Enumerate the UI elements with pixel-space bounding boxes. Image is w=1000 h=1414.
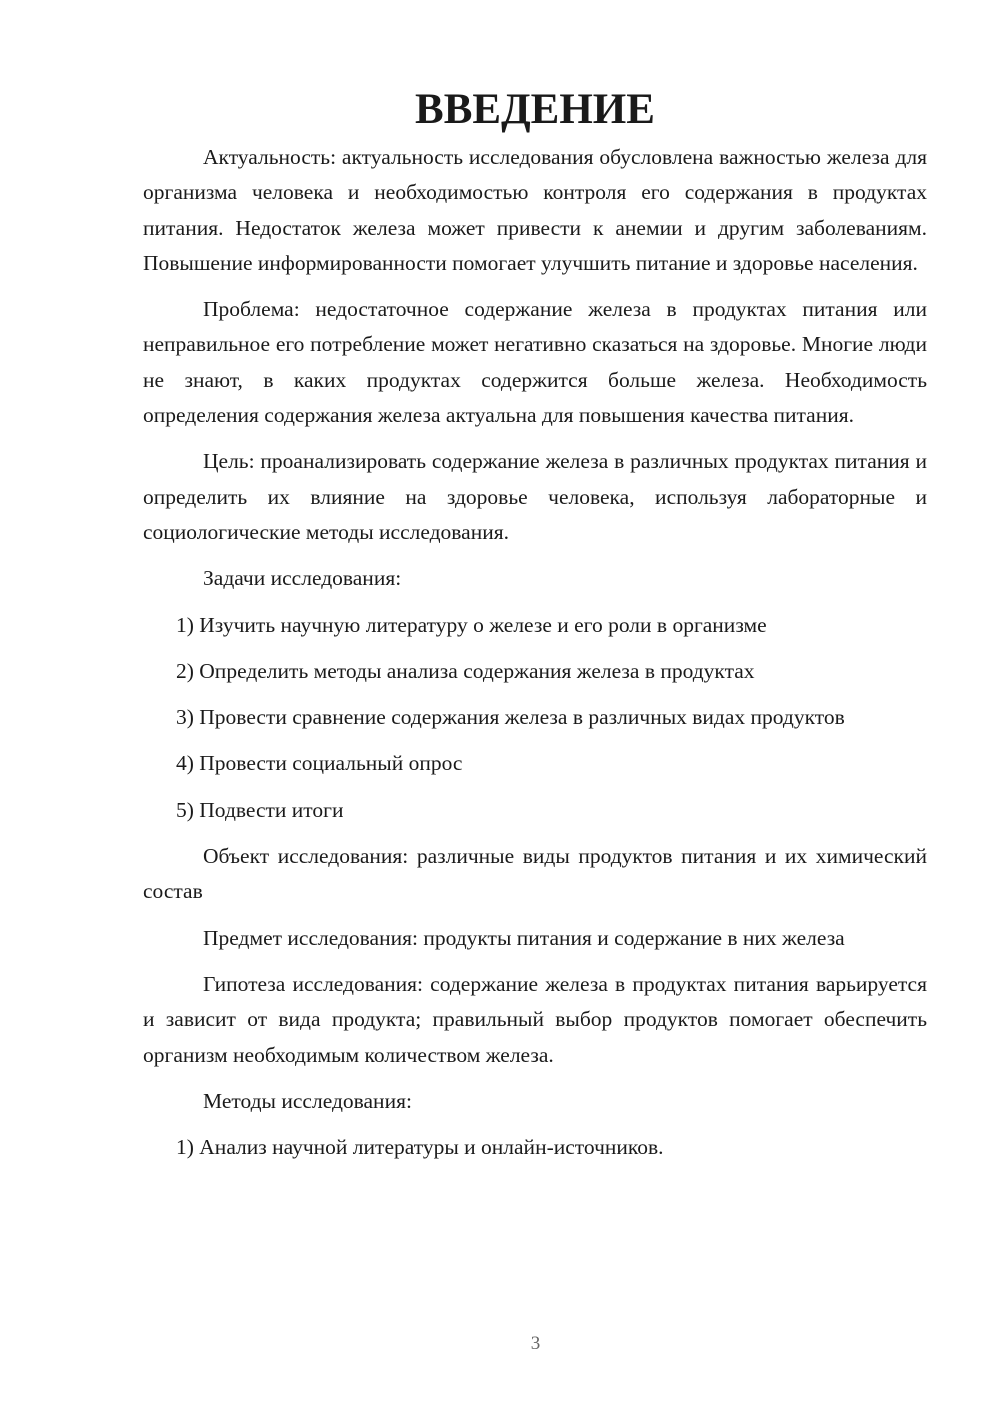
tasks-list	[143, 608, 927, 828]
task-item: 5) Подвести итоги	[176, 797, 344, 822]
document-page	[143, 86, 927, 1176]
goal-paragraph: Цель: проанализировать содержание железа в различных продуктах питания и определить их влияние на здоровье человека, используя лабораторные и социологические методы исследования.	[143, 449, 927, 544]
task-item: 2) Определить методы анализа содержания железа в продуктах	[176, 658, 755, 683]
task-item: 4) Провести социальный опрос	[176, 751, 463, 776]
methods-heading: Методы исследования:	[203, 1088, 412, 1113]
object-paragraph: Объект исследования: различные виды продуктов питания и их химический состав	[143, 844, 927, 904]
section-title: ВВЕДЕНИЕ	[415, 86, 655, 133]
tasks-heading: Задачи исследования:	[203, 566, 402, 591]
hypothesis-paragraph: Гипотеза исследования: содержание железа в продуктах питания варьируется и зависит от вида продукта; правильный выбор продуктов помогает обеспечить организм необходимым количеством железа.	[143, 971, 927, 1067]
method-item: 1) Анализ научной литературы и онлайн-источников.	[176, 1135, 664, 1160]
page-number: 3	[530, 1333, 541, 1354]
task-item: 3) Провести сравнение содержания железа в различных видах продуктов	[176, 705, 845, 730]
relevance-paragraph: Актуальность: актуальность исследования обусловлена важностью железа для организма человека и необходимостью контроля его содержания в продуктах питания. Недостаток железа может привести к анемии и другим заболеваниям. Повышение информированности помогает улучшить питание и здоровье населения.	[143, 145, 927, 275]
subject-paragraph: Предмет исследования: продукты питания и содержание в них железа	[203, 925, 845, 950]
task-item: 1) Изучить научную литературу о железе и его роли в организме	[176, 612, 767, 637]
problem-paragraph: Проблема: недостаточное содержание железа в продуктах питания или неправильное его потребление может негативно сказаться на здоровье. Многие люди не знают, в каких продуктах содержится больше железа. Необходимость определения содержания железа актуальна для повышения качества питания.	[143, 297, 927, 428]
methods-list	[143, 1130, 927, 1165]
